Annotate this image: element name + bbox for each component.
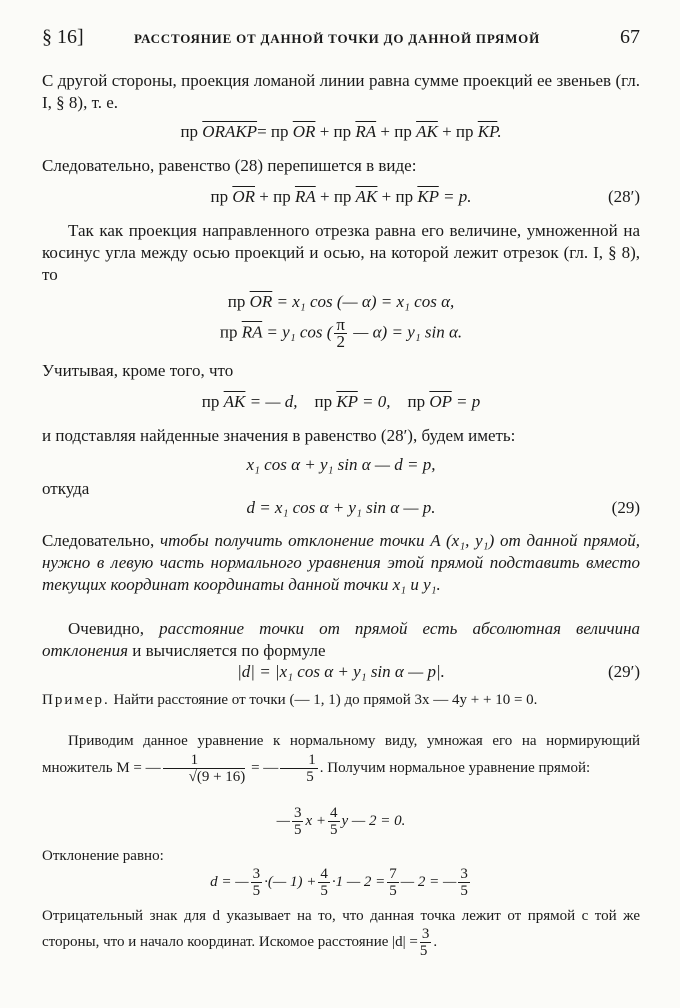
page-number: 67 (620, 26, 640, 48)
equation-29-prime: |d| = |x₁ cos α + y₁ sin α — p|. (29′) (237, 662, 640, 681)
paragraph-distance-rule: Очевидно, расстояние точки от прямой есть абсолютная величина отклонения и вычисляется по формуле (42, 619, 640, 660)
running-header (42, 26, 640, 52)
equation-29: d = x₁ cos α + y₁ sin α — p. (29) (246, 498, 640, 517)
fraction-three-fifths: $\frac{3}{5}$ (419, 926, 430, 959)
equation-substituted: x₁ cos α + y₁ sin α — d = p, (246, 455, 436, 474)
section-number: § 16] (42, 26, 84, 48)
paragraph-whence: откуда (42, 479, 90, 498)
example-deviation-label: Отклонение равно: (42, 848, 164, 864)
example-conclusion: Отрицательный знак для d указывает на то, что данная точка лежит от прямой с той же стороны, что и начало координат. Искомое расстояние |d| = $\frac{3}{5}$ . (42, 908, 640, 959)
equation-broken-line-projection: пр ORAKP= пр $\overline{OR}$ + пр $\overline{RA}$ + пр $\overline{AK}$ + пр $\overline{KP}$. (180, 122, 502, 141)
equation-normal-form: — $\frac{3}{5}$ x + $\frac{4}{5}$ y — 2 = 0. (276, 805, 406, 838)
paragraph-considering: Учитывая, кроме того, что (42, 361, 234, 380)
running-title: РАССТОЯНИЕ ОТ ДАННОЙ ТОЧКИ ДО ДАННОЙ ПРЯМОЙ (134, 31, 540, 46)
paragraph-substituting: и подставляя найденные значения в равенство (28′), будем иметь: (42, 426, 516, 445)
equation-pr-or: пр $\overline{OR} = x_1$ cos (— α) = x₁ cos α, (227, 292, 455, 311)
example-normalizing: Приводим данное уравнение к нормальному виду, умножая его на нормирующий множитель M = — $\frac{1}{√(9 + 16)}$ = — $\frac{1}{5}$ . Получим нормальное уравнение прямой: (42, 733, 640, 785)
equation-deviation-value: d = — $\frac{3}{5}$ ·(— 1) + $\frac{4}{5}$ ·1 — 2 = $\frac{7}{5}$ — 2 = — $\frac{3}{5}$ (210, 866, 468, 899)
paragraph-directed-segment: Так как проекция направленного отрезка равна его величине, умноженной на косинус угла между осью проекций и осью, на которой лежит отрезок (гл. I, § 8), то (42, 221, 640, 284)
equation-pr-ra: пр $\overline{RA} = y_1$ cos ( $\frac{\pi}{2}$ — α) = y₁ sin α. (219, 315, 463, 351)
equation-28-prime: пр $\overline{OR}$ + пр $\overline{RA}$ + пр $\overline{AK}$ + пр $\overline{KP} = p$. (28′) (210, 187, 640, 206)
fraction-pi-over-2: $\frac{\pi}{2}$ (336, 315, 346, 351)
fraction-normalizer: $\frac{1}{√(9 + 16)}$ (163, 752, 246, 785)
paragraph-projection: С другой стороны, проекция ломаной линии равна сумме проекций ее звеньев (гл. I, § 8), т. е. (42, 71, 640, 112)
equation-number: (29) (611, 498, 640, 517)
equation-number: (29′) (607, 662, 640, 681)
fraction-one-fifth: $\frac{1}{5}$ (280, 752, 318, 785)
equation-projections-values: пр $\overline{AK}$ = — d, пр $\overline{KP} = 0$, пр $\overline{OP} = p$ (201, 392, 481, 411)
paragraph-rewrite: Следовательно, равенство (28) перепишется в виде: (42, 156, 417, 175)
paragraph-rule-deviation: Следовательно, чтобы получить отклонение точки A (x₁, y₁) от данной прямой, нужно в левую часть нормального уравнения этой прямой подставить вместо текущих координат координаты данной точки x₁ и y₁. (42, 531, 640, 594)
example-statement: Пример. Найти расстояние от точки (— 1, 1) до прямой 3x — 4y + + 10 = 0. (42, 692, 538, 708)
equation-number: (28′) (607, 187, 640, 206)
